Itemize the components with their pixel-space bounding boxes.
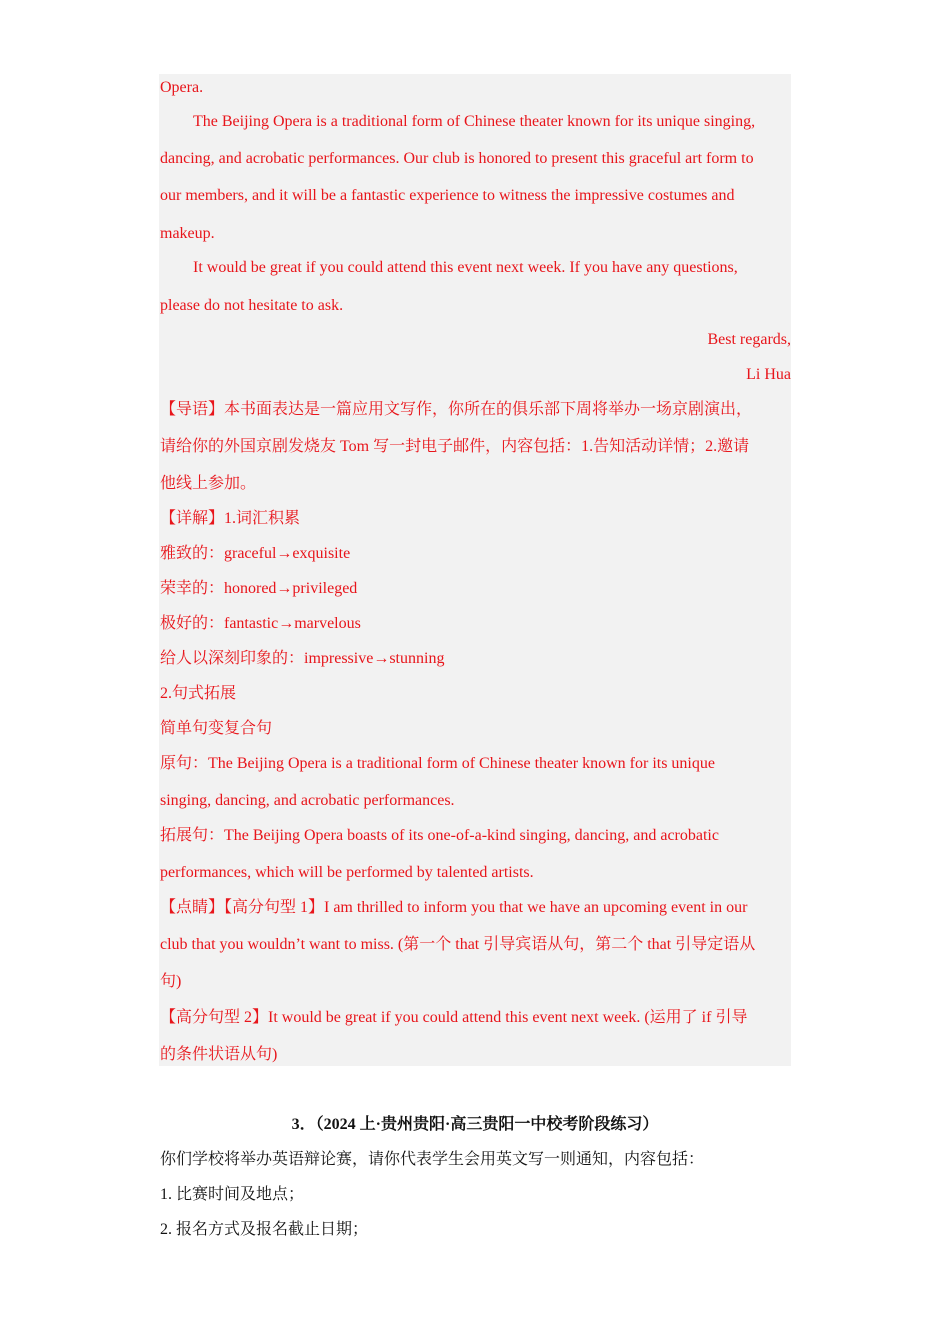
analysis-line: 极好的：fantastic→marvelous [160,615,361,632]
letter-signature: Li Hua [746,366,791,383]
analysis-line: club that you wouldn’t want to miss. (第一个 that 引导宾语从句，第二个 that 引导定语从 [160,936,756,953]
analysis-line: 原句：The Beijing Opera is a traditional form of Chinese theater known for its unique [160,755,715,772]
analysis-line: 【高分句型 2】It would be great if you could attend this event next week. (运用了 if 引导 [160,1009,748,1026]
analysis-line: 句) [160,973,182,990]
letter-line: Opera. [160,79,204,96]
analysis-line: performances, which will be performed by talented artists. [160,864,534,881]
question-title: 3．（2024 上·贵州贵阳·高三贵阳一中校考阶段练习） [291,1116,659,1133]
analysis-line: 【点睛】【高分句型 1】I am thrilled to inform you that we have an upcoming event in our [160,899,748,916]
letter-line: dancing, and acrobatic performances. Our club is honored to present this graceful art form to [160,150,754,167]
analysis-line: 给人以深刻印象的：impressive→stunning [160,650,445,667]
analysis-line: 【详解】1.词汇积累 [160,510,301,527]
analysis-line: 请给你的外国京剧发烧友 Tom 写一封电子邮件，内容包括：1.告知活动详情；2.邀请 [160,438,750,455]
analysis-line: 他线上参加。 [160,475,257,492]
letter-line: It would be great if you could attend this event next week. If you have any questions, [193,259,738,276]
analysis-line: 拓展句：The Beijing Opera boasts of its one-of-a-kind singing, dancing, and acrobatic [160,827,719,844]
letter-closing: Best regards, [707,331,791,348]
analysis-line: 2.句式拓展 [160,685,237,702]
analysis-line: 雅致的：graceful→exquisite [160,545,351,562]
question-line: 你们学校将举办英语辩论赛，请你代表学生会用英文写一则通知，内容包括： [160,1151,705,1168]
question-line: 2. 报名方式及报名截止日期； [160,1221,369,1238]
analysis-line: singing, dancing, and acrobatic performances. [160,792,455,809]
analysis-line: 【导语】本书面表达是一篇应用文写作，你所在的俱乐部下周将举办一场京剧演出， [160,401,753,418]
letter-line: makeup. [160,225,215,242]
letter-line: please do not hesitate to ask. [160,297,344,314]
letter-line: our members, and it will be a fantastic experience to witness the impressive costumes and [160,187,735,204]
analysis-line: 荣幸的：honored→privileged [160,580,358,597]
analysis-line: 的条件状语从句) [160,1046,278,1063]
analysis-line: 简单句变复合句 [160,720,273,737]
letter-line: The Beijing Opera is a traditional form of Chinese theater known for its unique singing, [193,113,756,130]
question-line: 1. 比赛时间及地点； [160,1186,305,1203]
